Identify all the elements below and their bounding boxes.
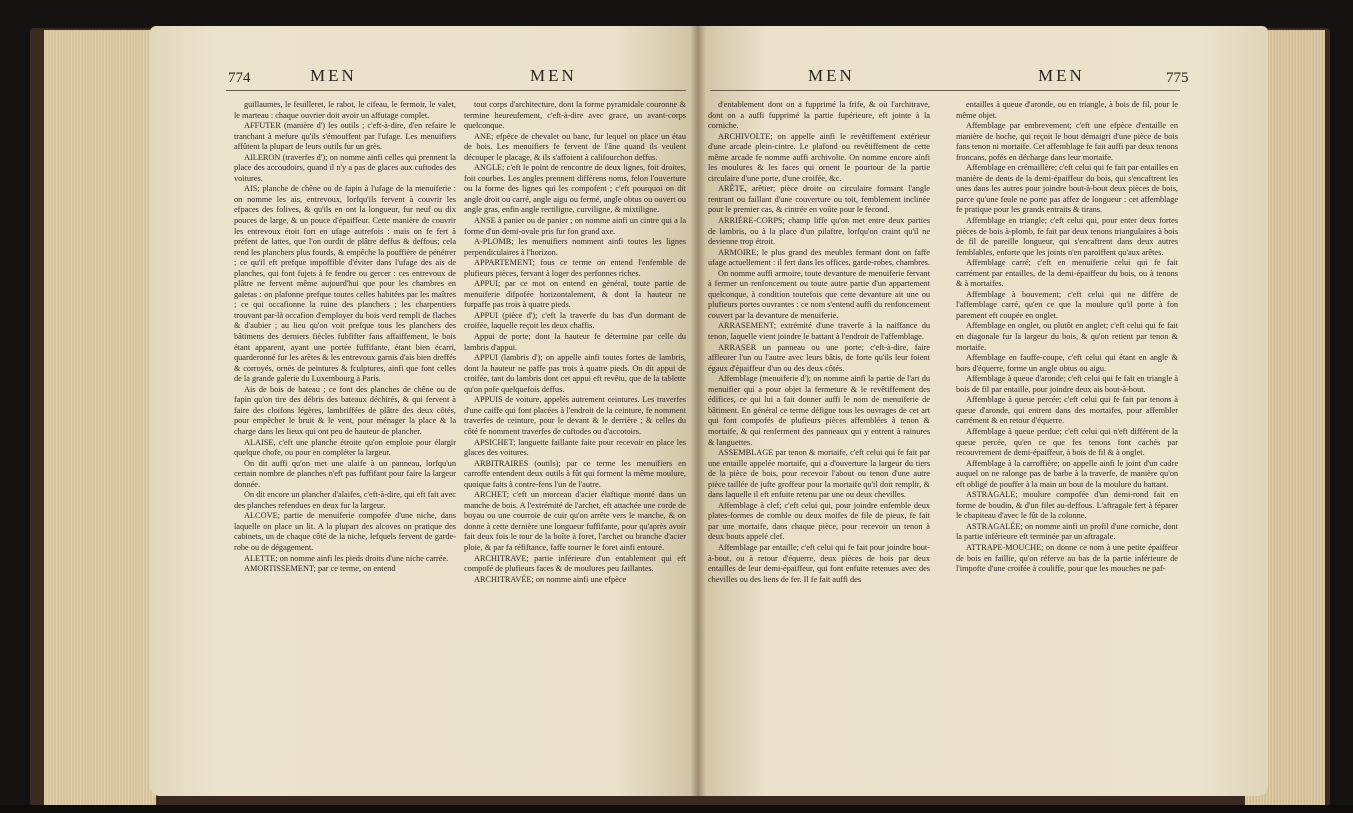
- paragraph: ARÊTE, arêtier; pièce droite ou circulaire formant l'angle rentrant ou faillant d'une couverture ou toit, femblement inclinée pour le premier cas, & cintrée en voûte pour le fecond.: [708, 184, 930, 215]
- paragraph: ALCOVE; partie de menuiferie compofée d'une niche, dans laquelle on place un lit. A la plupart des alcoves on pratique des cabinets, un de chaque côté de la niche, lefquels fervent de garde-robe ou de dégagement.: [234, 511, 456, 552]
- running-head: MEN: [1038, 66, 1085, 85]
- paragraph: ARMOIRE; le plus grand des meubles fermant dont on faffe ufage actuellement : il fert dans les offices, garde-robes, chambres.: [708, 247, 930, 268]
- paragraph: Affemblage carré; c'eft en menuiferie celui qui fe fait carrément par entailles, de la demi-épaiffeur du bois, ou à tenons & à mortaifes.: [956, 258, 1178, 289]
- paragraph: ANSE à panier ou de panier ; on nomme ainfi un cintre qui a la forme d'un demi-ovale pris fur fon grand axe.: [464, 216, 686, 236]
- left-page-edges: [44, 30, 156, 807]
- running-head: MEN: [310, 66, 357, 85]
- paragraph: AMORTISSEMENT; par ce terme, on entend: [244, 564, 396, 574]
- paragraph: ANE; efpèce de chevalet ou banc, fur lequel on place un étau de bois. Les menuifiers fe fervent de l'âne quand ils veulent découper le placage, & ils s'affoient à califourchon deffus.: [464, 131, 686, 162]
- text-column: [464, 100, 686, 790]
- paragraph: ATTRAPE-MOUCHE; on donne ce nom à une petite épaiffeur de bois en faillie, qu'on réferve au bas de la partie inférieure de l'impofte d'une croifée à couliffe, pour que les mouches ne paf-: [956, 542, 1178, 574]
- paragraph: entailles à queue d'aronde, ou en triangle, à bois de fil, pour le même objet.: [956, 100, 1178, 120]
- paragraph: Affemblage à queue d'aronde; c'eft celui qui fe fait en triangle à bois de fil par entaille, pour joindre deux ais bout-à-bout.: [956, 374, 1178, 394]
- paragraph: APPUI (pièce d'); c'eft la traverfe du bas d'un dormant de croifée, laquelle reçoit les deux chaffis.: [464, 310, 686, 331]
- paragraph: Affemblage à clef; c'eft celui qui, pour joindre enfemble deux plates-formes de comble ou deux moifes de file de pieux, fe fait par une mortaife, dans chaque pièce, pour recevoir un tenon à deux bouts appelé clef.: [708, 500, 930, 542]
- header-rule: [226, 90, 686, 91]
- paragraph: ANGLE; c'eft le point de rencontre de deux lignes, foit droites, foit courbes. Les angles prennent différens noms, felon l'ouverture ou la forme des lignes qui les compofent ; c'eft pourquoi on dit angle droit ou carré, angle aigu ou fermé, angle obtus ou ouvert ou angle gras, enfin angle rectiligne, curviligne, & mixtiligne.: [464, 163, 686, 215]
- paragraph: ARCHIVOLTE; on appelle ainfi le revêtiffement extérieur d'une arcade plein-cintre. Le plafond ou revêtiffement de cette même arcade fe nomme auffi archivolte. On nomme encore ainfi les moulures & les faces qui ornent le pourtour de la partie circulaire d'une porte, d'une croifée, &c.: [708, 131, 930, 183]
- paragraph: Ais de bois de bateau ; ce font des planches de chêne ou de fapin qu'on tire des débris des bateaux déchirés, & qui fervent à faire des cloifons légères, lambriffées de plâtre des deux côtés, pour empêcher le bruit & le vent, pour ménager la place & la charge dans les lieux qui ont peu de hauteur de plancher.: [234, 384, 456, 436]
- paragraph: AFFUTER (manière d') les outils ; c'eft-à-dire, d'en refaire le tranchant à mefure qu'ils s'émouffent par l'ufage. Les menuifiers affûtent la plupart de leurs outils fur un grès.: [234, 121, 456, 152]
- left-page: [150, 26, 698, 796]
- paragraph: Affemblage en fauffe-coupe, c'eft celui qui étant en angle & hors d'équerre, forme un angle obtus ou aigu.: [956, 353, 1178, 373]
- running-head: MEN: [808, 66, 855, 85]
- paragraph: Affemblage en crémaillère; c'eft celui qui fe fait par entailles en manière de dents de la demi-épaiffeur du bois, qui s'encaftrent les unes dans les autres pour joindre bout-à-bout deux pièces de bois, parce qu'une feule ne porte pas affez de longueur : cet affemblage fe pratique pour les grands entraits & tirans.: [956, 163, 1178, 215]
- right-page: [698, 26, 1268, 796]
- paragraph: ARRASER un panneau ou une porte; c'eft-à-dire, faire affleurer l'un ou l'autre avec leurs bâtis, de forte qu'ils leur foient égaux d'épaiffeur d'un ou des deux côtés.: [708, 342, 930, 373]
- paragraph: APSICHET; languette faillante faite pour recevoir en place les glaces des voitures.: [464, 437, 686, 458]
- paragraph: ARRIÈRE-CORPS; champ liffe qu'on met entre deux parties de lambris, ou à la place d'un pilaftre, lorfqu'on craint qu'il ne devienne trop étroit.: [708, 216, 930, 247]
- paragraph: ARBITRAIRES (outils); par ce terme les menuifiers en carroffe entendent deux outils à fût qui forment la même moulure, quoique faits à contre-fens l'un de l'autre.: [464, 458, 686, 489]
- paragraph: ASTRAGALÉE; on nomme ainfi un profil d'une corniche, dont la partie inférieure eft terminée par un aftragale.: [956, 521, 1178, 542]
- text-column: [956, 100, 1178, 790]
- book-gutter: [690, 26, 706, 796]
- paragraph: ARCHITRAVE; partie inférieure d'un entablement qui eft compofé de plufieurs faces & de moulures peu faillantes.: [464, 553, 686, 574]
- paragraph: ARCHET; c'eft un morceau d'acier élaftique monté dans un manche de bois. A l'extrémité de l'archet, eft attachée une corde de boyau ou une courroie de cuir qu'on arrête vers le manche, & on donne à cette dernière une longueur fuffifante, pour qu'après avoir fait deux fois le tour de la boîte à foret, l'archet ou branche d'acier ploie, & par fa réfiftance, faffe tourner le foret ainfi entouré.: [464, 490, 686, 552]
- paragraph: ARCHITRAVÉE; on nomme ainfi une efpèce: [474, 574, 627, 584]
- paragraph: Affemblage par embrevement; c'eft une efpèce d'entaille en manière de hoche, qui reçoit le bout démaigri d'une pièce de bois fans tenon ni mortaife. Cet affemblage fe fait auffi par deux tenons froncans, pofés en décharge dans leur mortaife.: [956, 121, 1178, 162]
- paragraph: ASTRAGALE; moulure compofée d'un demi-rond fait en forme de boudin, & d'un filet au-deffous. L'aftragale fert à féparer le chapiteau d'avec le fût de la colonne.: [956, 490, 1178, 521]
- paragraph: Affemblage (menuiferie d'); on nomme ainfi la partie de l'art du menuifier qui a pour objet la fermeture & le revêtiffement des édifices, ce qui lui a fait donner auffi le nom de menuiferie de bâtiment. En général ce terme défigne tous les ouvrages de cet art qui font compofés de plufieurs pièces affemblées à tenon & mortaife, & qui renferment des panneaux qui y entrent à rainures & languettes.: [708, 374, 930, 447]
- paragraph: ALETTE; on nomme ainfi les pieds droits d'une niche carrée.: [244, 553, 449, 563]
- page-number-left: 774: [228, 70, 251, 86]
- paragraph: Affemblage en triangle; c'eft celui qui, pour enter deux fortes pièces de bois à-plomb, fe fait par deux tenons triangulaires à bois de fil de pareille longueur, qui s'encaftrent dans deux autres femblables, enforte que les joints n'en paroiffent qu'aux arêtes.: [956, 216, 1178, 257]
- paragraph: ARRASEMENT; extrémité d'une traverfe à la naiffance du tenon, laquelle vient joindre le battant à l'endroit de l'affemblage.: [708, 321, 930, 342]
- paragraph: AILERON (traverfes d'); on nomme ainfi celles qui prennent la place des accoudoirs, quand il n'y a pas de glaces aux cuftodes des voitures.: [234, 152, 456, 183]
- running-head: MEN: [530, 66, 577, 85]
- paragraph: d'entablement dont on a fupprimé la frife, & où l'architrave, dont on a auffi fupprimé la partie fupérieure, eft jointe à la corniche.: [708, 100, 930, 131]
- text-column: [234, 100, 456, 790]
- paragraph: Affemblage en onglet, ou plutôt en anglet; c'eft celui qui fe fait en diagonale fur la largeur du bois, & qu'on retient par tenon & mortaife.: [956, 321, 1178, 352]
- text-column: [708, 100, 930, 790]
- paragraph: Affemblage à la carroffière; on appelle ainfi le joint d'un cadre auquel on ne ralonge pas de barbe à la traverfe, de manière qu'on eft obligé de pouffer à la main un bout de la moulure du battant.: [956, 458, 1178, 489]
- paragraph: APPUI (lambris d'); on appelle ainfi toutes fortes de lambris, dont la hauteur ne paffe pas trois à quatre pieds. On dit appui de croifée, tant du lambris dont cet appui eft revêtu, que de la tablette qu'on pofe quelquefois deffus.: [464, 353, 686, 394]
- paragraph: APPUIS de voiture, appelés autrement ceintures. Les traverfes d'une caiffe qui font placées à l'endroit de la ceinture, fe nomment traverfes de ceinture, pour le devant & le derrière ; & celles du côté fe nomment traverfes de cuftodes ou d'accotoirs.: [464, 395, 686, 436]
- bottom-shadow: [0, 805, 1353, 813]
- paragraph: Affemblage à queue perdue; c'eft celui qui n'eft différent de la queue percée, qu'en ce que fes tenons font cachés par recouvrement de demi-épaiffeur, à bois de fil & à onglet.: [956, 426, 1178, 458]
- paragraph: Appui de porte; dont la hauteur fe détermine par celle du lambris d'appui.: [464, 332, 686, 352]
- paragraph: APPARTEMENT; fous ce terme on entend l'enfemble de plufieurs pièces, fervant à loger des perfonnes riches.: [464, 258, 686, 278]
- paragraph: On dit auffi qu'on met une alaife à un panneau, lorfqu'un certain nombre de planches n'eft pas fuffifant pour faire la largeur donnée.: [234, 458, 456, 489]
- paragraph: Affemblage à bouvement; c'eft celui qui ne diffère de l'affemblage carré, qu'en ce que la moulure qu'il porte à fon parement eft coupée en onglet.: [956, 289, 1178, 320]
- paragraph: On nomme auffi armoire, toute devanture de menuiferie fervant à fermer un renfoncement ou toute autre partie d'un appartement quelconque, à condition toutefois que cette devanture ait une ou plufieurs portes ouvrantes : ce nom s'entend auffi du renfoncement couvert par la devanture de menuiferie.: [708, 268, 930, 320]
- paragraph: APPUI; par ce mot on entend en général, toute partie de menuiferie difpofée horizontalement, & dont la hauteur ne furpaffe pas trois à quatre pieds.: [464, 279, 686, 310]
- header-rule: [710, 90, 1180, 91]
- paragraph: tout corps d'architecture, dont la forme pyramidale couronne & termine heureufement, c'eft-à-dire avec grace, un avant-corps quelconque.: [464, 100, 686, 131]
- paragraph: A-PLOMB; les menuifiers nomment ainfi toutes les lignes perpendiculaires à l'horizon.: [464, 237, 686, 257]
- paragraph: AIS; planche de chêne ou de fapin à l'ufage de la menuiferie : on nomme les ais, entrevoux, lorfqu'ils fervent à couvrir les efpaces des folives, & qu'ils en ont la longueur, fur neuf ou dix pouces de large, & un pouce d'épaiffeur. Cette manière de couvrir les entrevoux étoit fort en ufage autrefois : mais on fe fert à préfent de lattes, que l'on ourdit de plâtre deffus & deffous; cela rend les planchers plus fourds, & empêche la pouffière de pénétrer ; ce qu'il eft prefque impoffible d'éviter dans l'ufage des ais de planches, qui font fujets à fe fendre ou gercer : ces entrevoux de plâtre ne fervent même aujourd'hui que pour les chambres en galetas : on plafonne prefque toutes celles habitées par les maîtres ; ce qui occafionne la ruine des planchers ; les charpentiers trouvant par-là occafion d'employer du bois verd rempli de flaches & d'aubier ; au lieu qu'on voit prefque tous les planchers des bâtimens des derniers fiècles fubfifter fans affaiffement, le bois étant apparent, ayant une portée fuffifante, étant bien écarri, quarderonné fur les arêtes & les entrevoux garnis d'ais bien dreffés & corroyés, ornés de peintures & fculptures, ainfi que font celles de la grande galerie du Luxembourg à Paris.: [234, 184, 456, 384]
- paragraph: On dit encore un plancher d'alaifes, c'eft-à-dire, qui eft fait avec des planches refendues en deux fur la largeur.: [234, 490, 456, 510]
- page-number-right: 775: [1166, 70, 1189, 86]
- paragraph: ASSEMBLAGE par tenon & mortaife, c'eft celui qui fe fait par une entaille appelée mortaife, qui a d'ouverture la largeur du tiers de la pièce de bois, pour recevoir l'about ou tenon d'une autre pièce taillée de jufte groffeur pour la mortaife qu'il doit remplir, & dans laquelle il eft enfuite retenu par une ou deux chevilles.: [708, 448, 930, 500]
- paragraph: guillaumes, le feuilleret, le rabot, le cifeau, le fermoir, le valet, le marteau : chaque ouvrier doit avoir un affutage complet.: [234, 100, 456, 120]
- paragraph: Affemblage à queue percée; c'eft celui qui fe fait par tenons à queue d'aronde, qui entrent dans des mortaifes, pour affembler carrément & en retour d'équerre.: [956, 395, 1178, 426]
- paragraph: ALAISE, c'eft une planche étroite qu'on emploie pour élargir quelque chofe, ou pour en compléter la largeur.: [234, 437, 456, 458]
- paragraph: Affemblage par entaille; c'eft celui qui fe fait pour joindre bout-à-bout, ou à retour d'équerre, deux pièces de bois par deux entailles de leur demi-épaiffeur, qui font enfuite retenues avec des chevilles ou des liens de fer. Il fe fait auffi des: [708, 542, 930, 584]
